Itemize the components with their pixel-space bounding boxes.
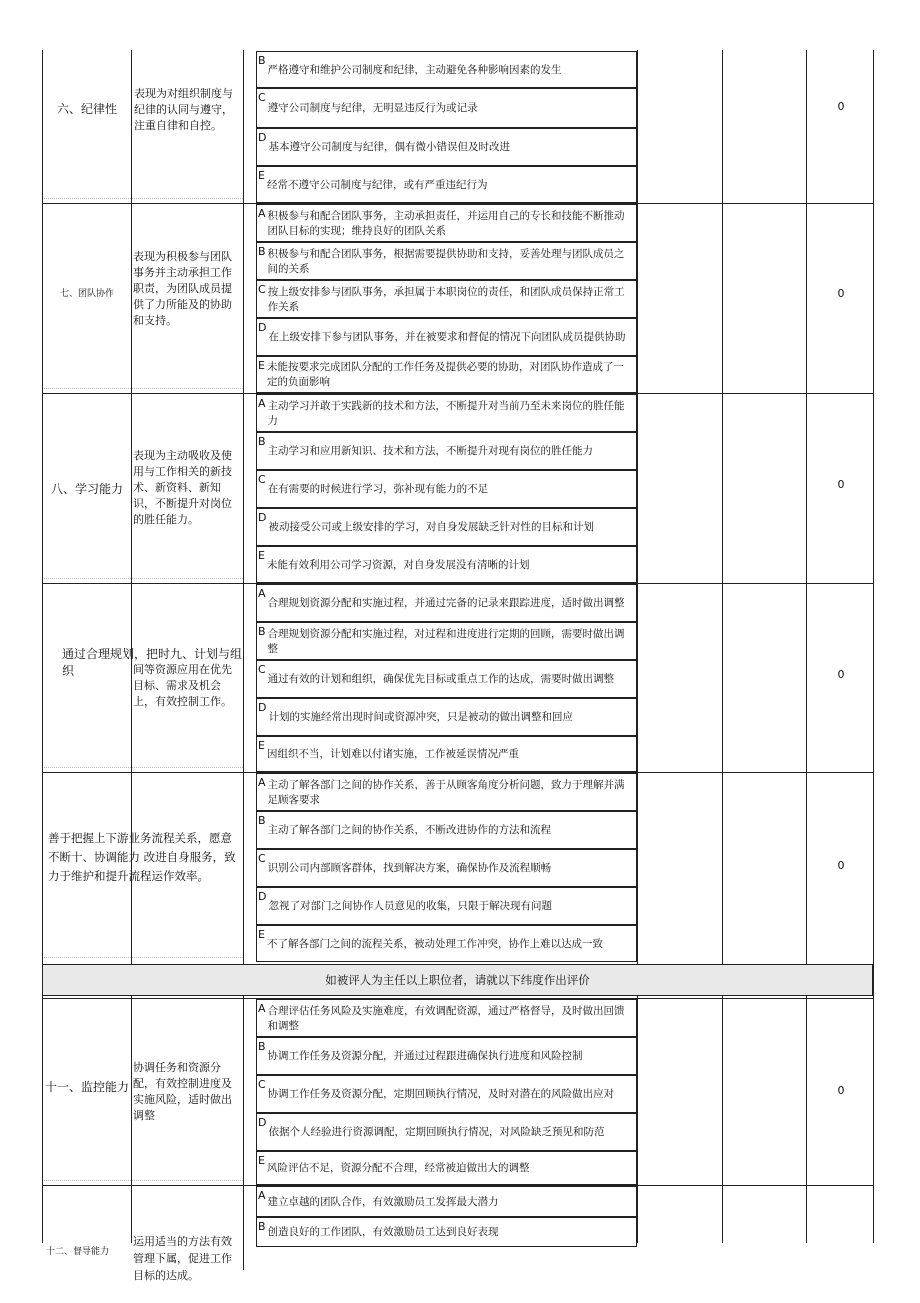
option-a bbox=[256, 584, 637, 622]
option-text: 在有需要的时候进行学习，弥补现有能力的不足 bbox=[267, 483, 489, 495]
section-name: 七、团队协作 bbox=[59, 289, 114, 299]
option-b bbox=[256, 51, 637, 88]
option-text: 经常不遵守公司制度与纪律，或有严重违纪行为 bbox=[266, 178, 488, 191]
option-letter: A bbox=[258, 1189, 266, 1202]
option-a bbox=[256, 394, 637, 432]
option-letter: D bbox=[258, 701, 267, 714]
option-letter: C bbox=[258, 663, 266, 676]
option-text: 基本遵守公司制度与纪律，偶有微小错误但及时改进 bbox=[268, 141, 510, 153]
dotted-rule bbox=[44, 578, 243, 579]
option-text: 协调工作任务及资源分配，并通过过程跟进确保执行进度和风险控制 bbox=[267, 1050, 583, 1062]
option-letter: E bbox=[258, 359, 265, 372]
option-d bbox=[256, 318, 637, 356]
option-letter: E bbox=[258, 739, 265, 752]
option-letter: C bbox=[258, 852, 266, 865]
option-letter: B bbox=[258, 814, 266, 827]
option-b bbox=[256, 1217, 637, 1247]
dotted-rule bbox=[44, 767, 243, 768]
option-text: 主动学习和应用新知识、技术和方法，不断提升对现有岗位的胜任能力 bbox=[267, 445, 594, 457]
option-e bbox=[256, 356, 637, 393]
section-description: 间等资源应用在优先目标、需求及机会上，有效控制工作。 bbox=[133, 663, 232, 708]
option-b bbox=[256, 242, 637, 280]
option-letter: D bbox=[258, 890, 267, 903]
option-text: 主动学习并敢于实践新的技术和方法，不断提升对当前乃至未来岗位的胜任能力 bbox=[267, 399, 625, 427]
option-text: 依据个人经验进行资源调配，定期回顾执行情况，对风险缺乏预见和防范 bbox=[268, 1126, 605, 1138]
option-letter: C bbox=[258, 1078, 266, 1091]
option-c bbox=[256, 660, 637, 698]
option-text: 遵守公司制度与纪律，无明显违反行为或记录 bbox=[267, 102, 478, 114]
score-value: 0 bbox=[837, 1084, 845, 1097]
dotted-rule bbox=[44, 198, 243, 199]
grid-line bbox=[42, 50, 43, 1243]
section-name: 善于把握上下游业务流程关系，愿意不断十、协调能力 改进自身服务，致力于维护和提升流程运作效率。 bbox=[48, 831, 236, 883]
option-c bbox=[256, 1075, 637, 1113]
section-name: 八、学习能力 bbox=[50, 482, 123, 496]
option-c bbox=[256, 849, 637, 887]
option-letter: B bbox=[258, 54, 266, 67]
option-letter: A bbox=[258, 587, 266, 600]
dotted-rule bbox=[44, 388, 243, 389]
score-value: 0 bbox=[837, 100, 845, 113]
option-a bbox=[256, 204, 637, 242]
section-description: 表现为积极参与团队事务并主动承担工作职责，为团队成员提供了力所能及的协助和支持。 bbox=[133, 250, 232, 327]
grid-line bbox=[722, 50, 723, 1243]
option-letter: B bbox=[258, 1040, 266, 1053]
option-text: 合理规划资源分配和实施过程，对过程和进度进行定期的回顾，需要时做出调整 bbox=[267, 627, 625, 655]
option-text: 未能按要求完成团队分配的工作任务及提供必要的协助，对团队协作造成了一定的负面影响 bbox=[266, 361, 624, 388]
section-name: 十二、督导能力 bbox=[46, 1247, 110, 1257]
grid-line bbox=[806, 50, 807, 1243]
option-e bbox=[256, 1151, 637, 1185]
section-description: 协调任务和资源分配，有效控制进度及实施风险，适时做出调整 bbox=[133, 1061, 232, 1122]
option-text: 忽视了对部门之间协作人员意见的收集，只限于解决现有问题 bbox=[268, 900, 552, 912]
score-value: 0 bbox=[837, 478, 845, 491]
option-d bbox=[256, 698, 637, 736]
option-b bbox=[256, 432, 637, 470]
option-letter: D bbox=[258, 511, 267, 524]
option-letter: D bbox=[258, 131, 267, 144]
option-letter: A bbox=[258, 776, 266, 789]
option-text: 按上级安排参与团队事务，承担属于本职岗位的责任，和团队成员保持正常工作关系 bbox=[267, 285, 625, 313]
option-text: 计划的实施经常出现时间或资源冲突，只是被动的做出调整和回应 bbox=[268, 711, 573, 723]
option-c bbox=[256, 88, 637, 128]
option-text: 在上级安排下参与团队事务，并在被要求和督促的情况下向团队成员提供协助 bbox=[268, 331, 626, 343]
option-letter: C bbox=[258, 283, 266, 296]
dotted-rule bbox=[44, 957, 243, 958]
option-letter: B bbox=[258, 245, 266, 258]
option-a bbox=[256, 773, 637, 811]
option-a bbox=[256, 1186, 637, 1217]
option-b bbox=[256, 811, 637, 849]
option-text: 积极参与和配合团队事务，主动承担责任，并运用自己的专长和技能不断推动团队目标的实现；维持良好的团队关系 bbox=[267, 209, 625, 237]
option-a bbox=[256, 999, 637, 1037]
option-text: 未能有效利用公司学习资源，对自身发展没有清晰的计划 bbox=[266, 558, 530, 571]
option-d bbox=[256, 887, 637, 925]
option-text: 被动接受公司或上级安排的学习，对自身发展缺乏针对性的目标和计划 bbox=[268, 521, 594, 533]
option-letter: E bbox=[258, 1154, 265, 1167]
option-text: 积极参与和配合团队事务，根据需要提供协助和支持，妥善处理与团队成员之间的关系 bbox=[267, 247, 625, 275]
score-value: 0 bbox=[837, 668, 845, 681]
option-letter: E bbox=[258, 169, 265, 182]
option-text: 协调工作任务及资源分配，定期回顾执行情况，及时对潜在的风险做出应对 bbox=[267, 1088, 615, 1100]
section-name: 十一、监控能力 bbox=[44, 1080, 129, 1094]
option-d bbox=[256, 128, 637, 166]
option-c bbox=[256, 470, 637, 508]
option-letter: A bbox=[258, 397, 266, 410]
option-letter: B bbox=[258, 1220, 266, 1233]
option-letter: E bbox=[258, 549, 265, 562]
option-e bbox=[256, 166, 637, 203]
option-text: 通过有效的计划和组织，确保优先目标或重点工作的达成，需要时做出调整 bbox=[267, 673, 615, 685]
section-description: 表现为对组织制度与纪律的认同与遵守，注重自律和自控。 bbox=[134, 87, 233, 132]
option-text: 不了解各部门之间的流程关系，被动处理工作冲突，协作上难以达成一致 bbox=[266, 937, 603, 950]
option-text: 创造良好的工作团队，有效激励员工达到良好表现 bbox=[267, 1226, 499, 1238]
grid-line bbox=[637, 50, 638, 1243]
section-description: 表现为主动吸收及使用与工作相关的新技术、新资料、新知识，不断提升对岗位的胜任能力。 bbox=[133, 449, 232, 526]
option-c bbox=[256, 280, 637, 318]
option-e bbox=[256, 546, 637, 583]
option-text: 严格遵守和维护公司制度和纪律，主动避免各种影响因素的发生 bbox=[267, 63, 562, 76]
option-text: 建立卓越的团队合作，有效激励员工发挥最大潜力 bbox=[267, 1195, 499, 1208]
dotted-rule bbox=[44, 1180, 243, 1181]
option-text: 风险评估不足，资源分配不合理，经常被迫做出大的调整 bbox=[266, 1162, 530, 1174]
option-letter: D bbox=[258, 1116, 267, 1129]
option-letter: D bbox=[258, 321, 267, 334]
option-text: 因组织不当，计划难以付诸实施，工作被延误情况严重 bbox=[266, 748, 519, 760]
option-text: 主动了解各部门之间的协作关系，善于从顾客角度分析问题，致力于理解并满足顾客要求 bbox=[267, 778, 625, 806]
option-text: 合理评估任务风险及实施难度，有效调配资源，通过严格督导，及时做出回馈和调整 bbox=[267, 1004, 625, 1032]
section-description: 运用适当的方法有效管理下属，促进工作目标的达成。 bbox=[133, 1235, 232, 1282]
section-name: 通过合理规划，把时九、计划与组织 bbox=[62, 647, 243, 678]
option-letter: C bbox=[258, 473, 266, 486]
option-text: 合理规划资源分配和实施过程，并通过完备的记录来跟踪进度，适时做出调整 bbox=[267, 597, 625, 609]
option-letter: B bbox=[258, 435, 266, 448]
option-b bbox=[256, 622, 637, 660]
grid-line bbox=[873, 50, 874, 1243]
option-d bbox=[256, 1113, 637, 1151]
option-letter: A bbox=[258, 207, 266, 220]
option-letter: A bbox=[258, 1002, 266, 1015]
option-text: 主动了解各部门之间的协作关系，不断改进协作的方法和流程 bbox=[267, 824, 552, 836]
option-e bbox=[256, 736, 637, 772]
option-e bbox=[256, 925, 637, 962]
score-value: 0 bbox=[837, 859, 845, 872]
option-letter: E bbox=[258, 928, 265, 941]
option-text: 识别公司内部顾客群体，找到解决方案，确保协作及流程顺畅 bbox=[267, 862, 552, 874]
section-name: 六、纪律性 bbox=[56, 102, 117, 116]
supervisor-banner: 如被评人为主任以上职位者，请就以下纬度作出评价 bbox=[42, 964, 873, 996]
option-letter: B bbox=[258, 625, 266, 638]
option-b bbox=[256, 1037, 637, 1075]
option-d bbox=[256, 508, 637, 546]
score-value: 0 bbox=[837, 287, 845, 300]
option-letter: C bbox=[258, 91, 266, 104]
